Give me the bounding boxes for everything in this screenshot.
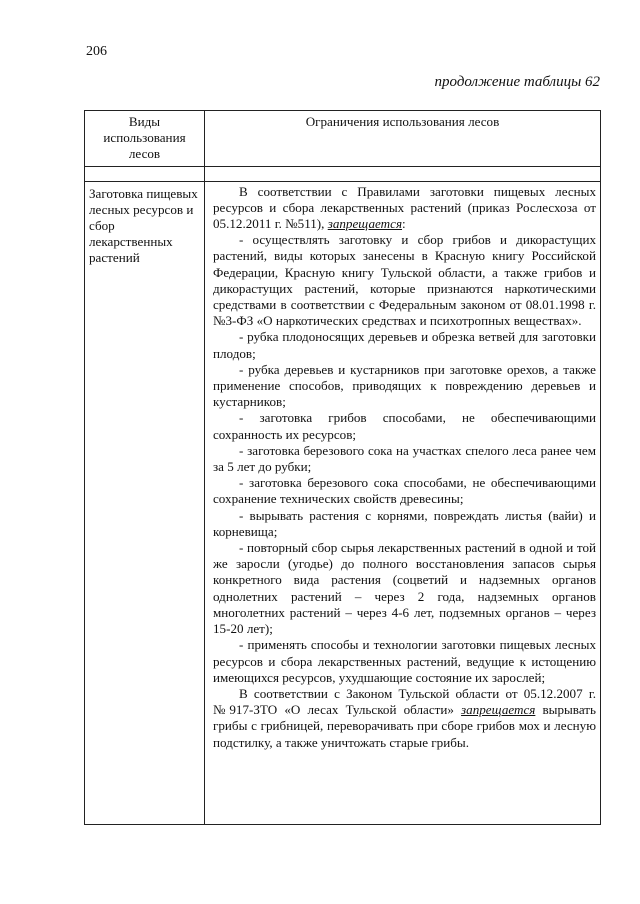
spacer-cell (85, 166, 205, 181)
restriction-item: - заготовка березового сока на участках спелого леса ранее чем за 5 лет до рубки; (213, 442, 596, 475)
restriction-item: - вырывать растения с корнями, повреждать листья (вайи) и корневища; (213, 507, 596, 539)
page-number: 206 (86, 44, 107, 59)
restriction-paragraph (213, 686, 596, 751)
restriction-item: - осуществлять заготовку и сбор грибов и дикорастущих растений, виды которых занесены в Красную книгу Российской Федерации, Красную книгу Тульской области, а также грибов и дикорастущих растений, которые признаются наркотическими средствами в соответствии с Федеральным законом от 08.01.1998 г. №3-ФЗ «О наркотических средствах и психотропных веществах». (213, 232, 596, 329)
header-restrictions: Ограничения использования лесов (205, 111, 601, 167)
usage-type-cell: Заготовка пищевых лесных ресурсов и сбор лекарственных растений (85, 181, 205, 824)
table-continuation-caption: продолжение таблицы 62 (434, 74, 600, 90)
prohibited-keyword: запрещается (461, 702, 536, 718)
spacer-cell (205, 166, 601, 181)
table-spacer-row (85, 166, 601, 181)
paragraph-text: : (402, 216, 406, 232)
restriction-paragraph (213, 184, 596, 233)
restrictions-cell (205, 181, 601, 824)
restriction-item: - заготовка березового сока способами, не обеспечивающими сохранение технических свойств древесины; (213, 475, 596, 507)
restriction-item: - заготовка грибов способами, не обеспечивающими сохранность их ресурсов; (213, 410, 596, 442)
paragraph-text: вырывать грибы с грибницей, переворачивать при сборе грибов мох и лесную подстилку, а также уничтожать старые грибы. (213, 702, 596, 750)
paragraph-text: В соответствии с Правилами заготовки пищевых лесных ресурсов и сбора лекарственных растений (приказ Рослесхоза от 05.12.2011 г. №511), (213, 183, 596, 232)
table-row (85, 181, 601, 824)
restrictions-table (84, 110, 601, 825)
header-usage-types: Виды использования лесов (85, 111, 205, 167)
restriction-item: - рубка плодоносящих деревьев и обрезка ветвей для заготовки плодов; (213, 329, 596, 361)
paragraph-text: В соответствии с Законом Тульской области от 05.12.2007 г. №917-ЗТО «О лесах Тульской области» (213, 685, 596, 718)
restriction-item: - повторный сбор сырья лекарственных растений в одной и той же заросли (угодье) до полного восстановления запасов сырья конкретного вида растения (соцветий и надземных органов однолетних растений – через 2 года, надземных органов многолетних растений – через 4-6 лет, подземных органов – через 15-20 лет); (213, 540, 596, 637)
table-header-row (85, 111, 601, 167)
restriction-item: - применять способы и технологии заготовки пищевых лесных ресурсов и сбора лекарственных растений, ведущие к истощению имеющихся ресурсов, ухудшающие состояние их зарослей; (213, 637, 596, 685)
prohibited-keyword: запрещается (327, 216, 403, 232)
restriction-item: - рубка деревьев и кустарников при заготовке орехов, а также применение способов, приводящих к повреждению деревьев и кустарников; (213, 361, 596, 410)
